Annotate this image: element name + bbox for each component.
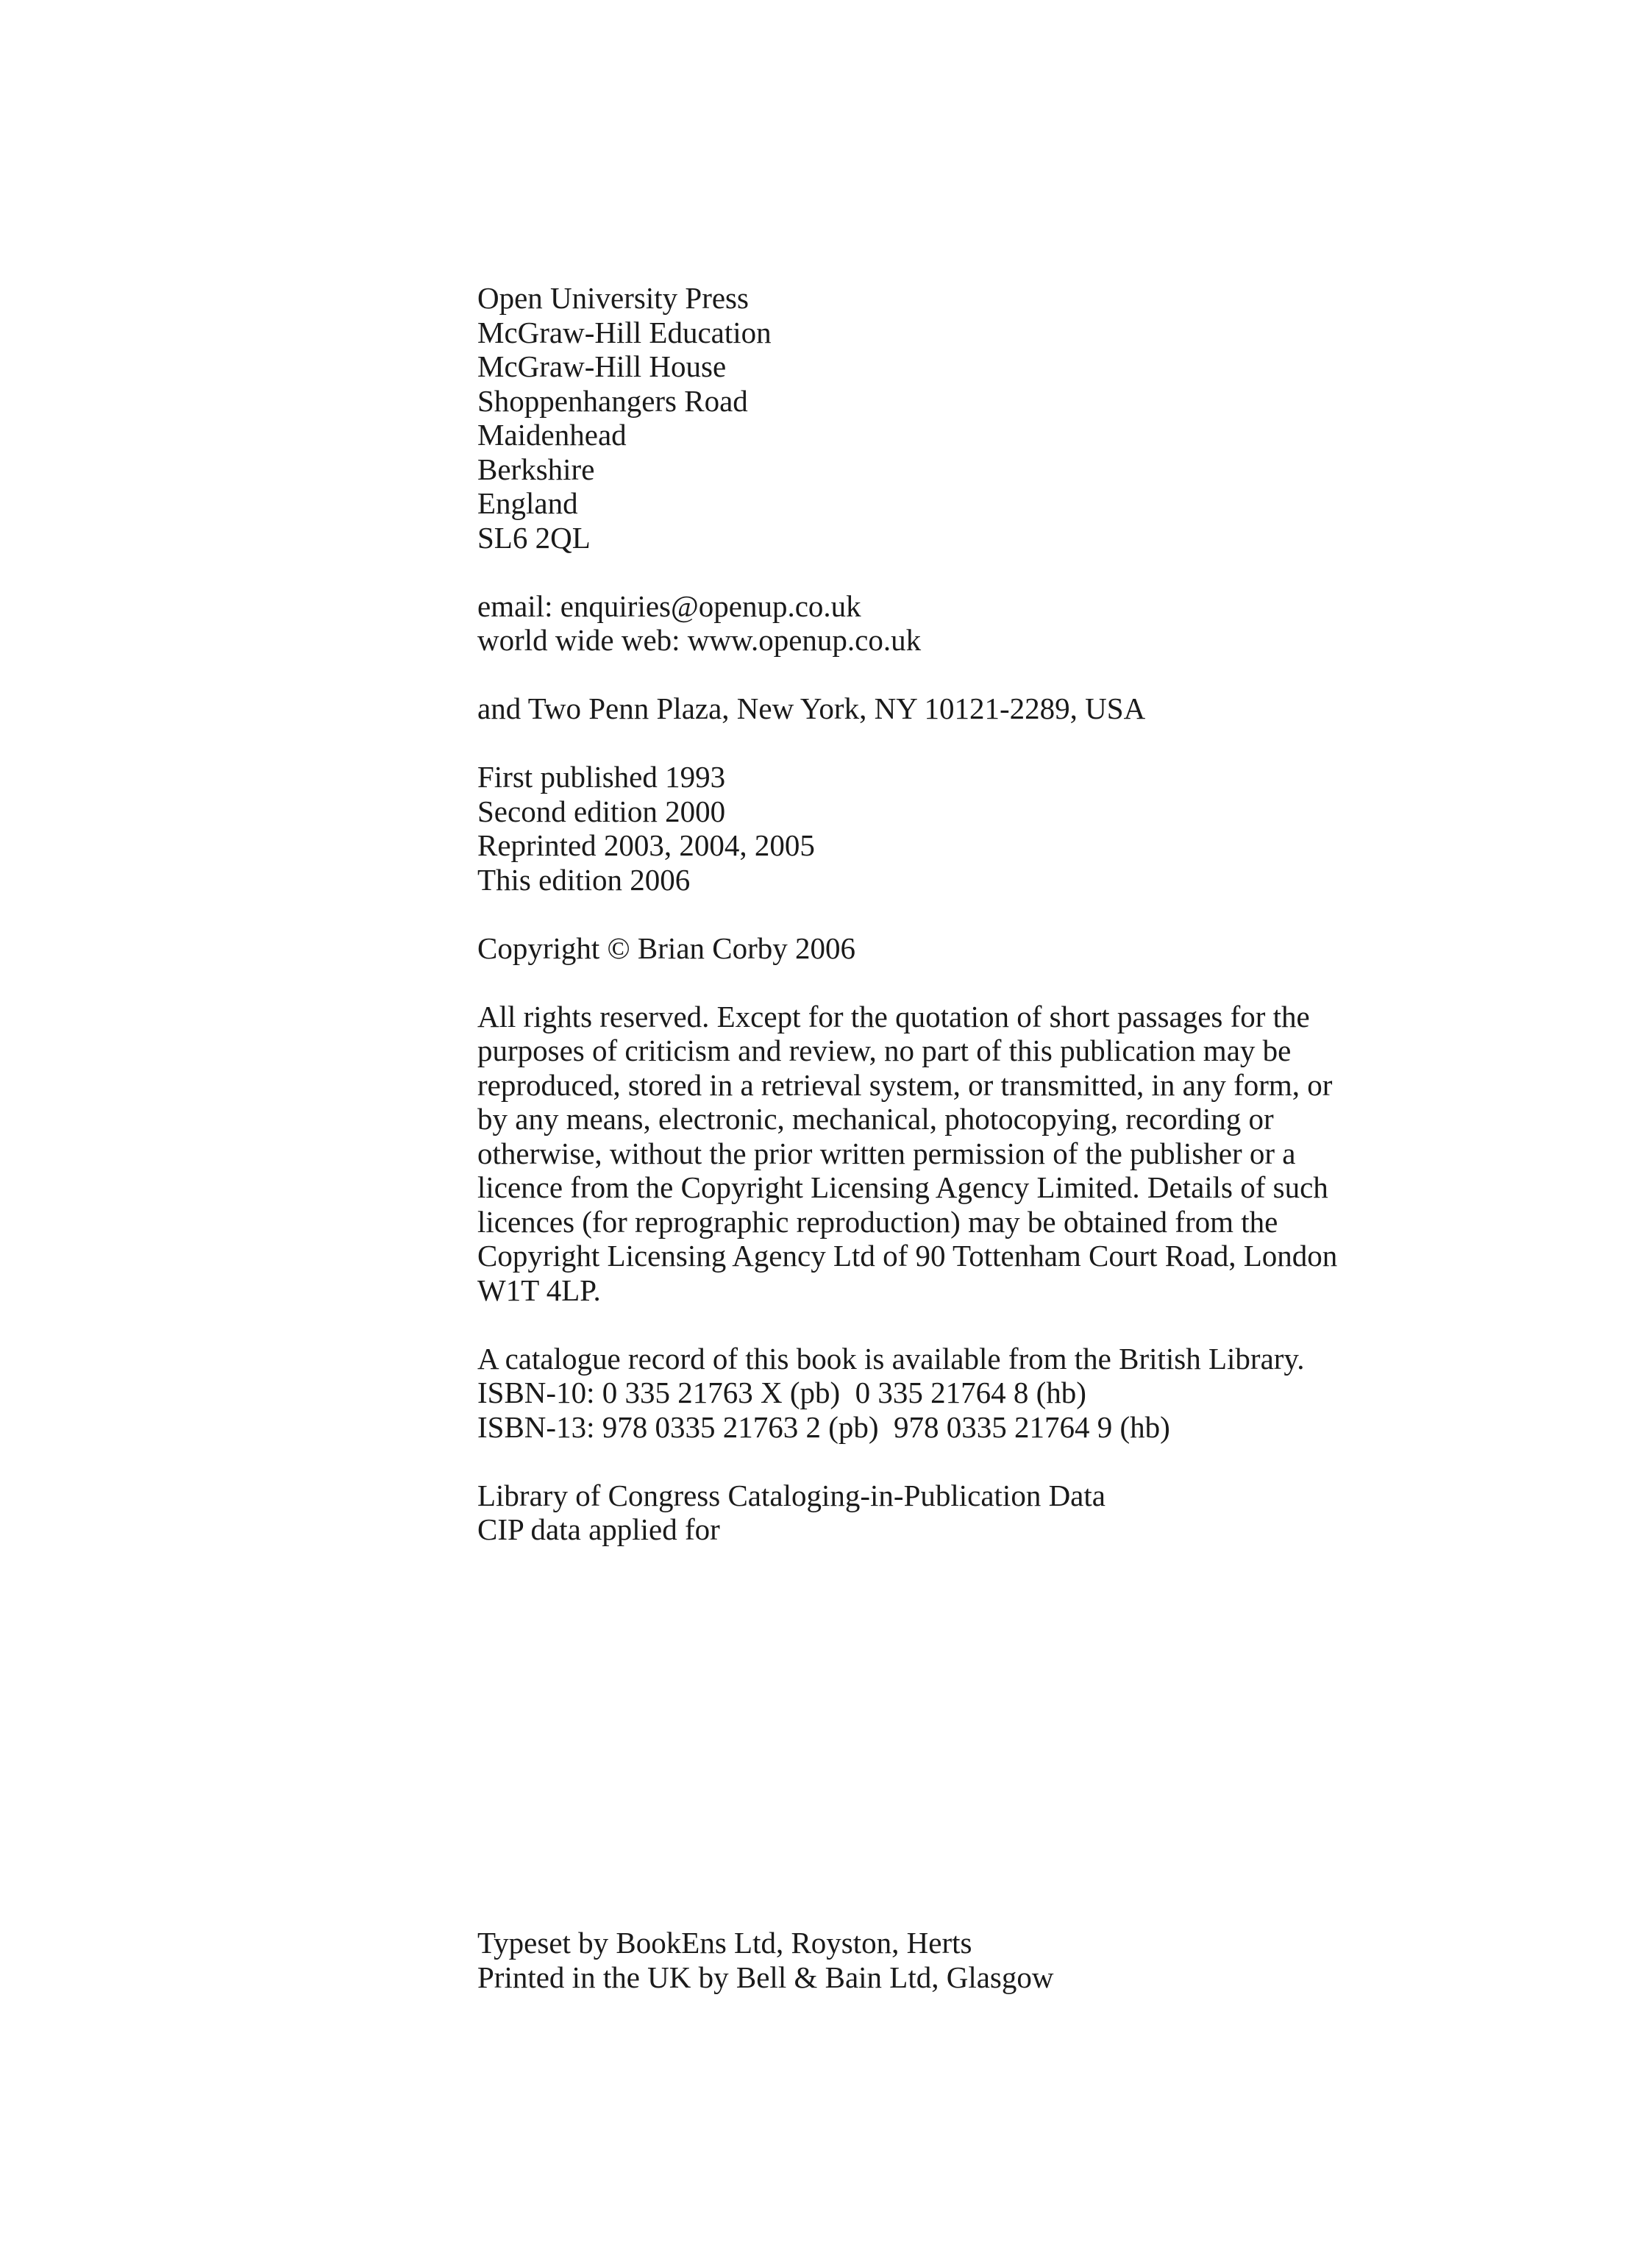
rights-line: Copyright Licensing Agency Ltd of 90 Tottenham Court Road, London	[477, 1239, 1338, 1273]
spacer	[477, 1444, 1463, 1479]
us-address-line: and Two Penn Plaza, New York, NY 10121-2289, USA	[477, 691, 1146, 725]
spacer	[477, 555, 1463, 589]
address-line: Berkshire	[477, 452, 595, 486]
history-line: This edition 2006	[477, 862, 691, 897]
rights-line: by any means, electronic, mechanical, photocopying, recording or	[477, 1102, 1274, 1136]
rights-line: W1T 4LP.	[477, 1273, 601, 1307]
isbn-13-line: ISBN-13: 978 0335 21763 2 (pb) 978 0335 21764 9 (hb)	[477, 1409, 1170, 1444]
publication-history	[477, 760, 1463, 897]
history-line: First published 1993	[477, 760, 726, 794]
rights-line: licences (for reprographic reproduction) may be obtained from the	[477, 1204, 1278, 1239]
production-credits	[477, 1926, 1053, 1994]
spacer	[477, 726, 1463, 761]
spacer	[477, 965, 1463, 1000]
cip-line: Library of Congress Cataloging-in-Publication Data	[477, 1478, 1106, 1512]
catalogue-record	[477, 1342, 1463, 1445]
spacer	[477, 897, 1463, 931]
history-line: Reprinted 2003, 2004, 2005	[477, 828, 815, 862]
web-line: world wide web: www.openup.co.uk	[477, 623, 922, 657]
rights-statement	[477, 1000, 1463, 1308]
publisher-address	[477, 281, 1463, 555]
spacer	[477, 1307, 1463, 1342]
address-line: Maidenhead	[477, 418, 627, 452]
spacer	[477, 658, 1463, 692]
typeset-line: Typeset by BookEns Ltd, Royston, Herts	[477, 1926, 972, 1960]
address-line: McGraw-Hill Education	[477, 315, 772, 349]
rights-line: licence from the Copyright Licensing Agency Limited. Details of such	[477, 1170, 1328, 1204]
contact-info	[477, 589, 1463, 658]
us-address	[477, 691, 1463, 726]
printed-line: Printed in the UK by Bell & Bain Ltd, Glasgow	[477, 1960, 1054, 1994]
cip-line: CIP data applied for	[477, 1512, 720, 1546]
history-line: Second edition 2000	[477, 794, 726, 828]
rights-line: purposes of criticism and review, no part of this publication may be	[477, 1034, 1292, 1067]
address-line: Shoppenhangers Road	[477, 383, 748, 418]
email-line: email: enquiries@openup.co.uk	[477, 588, 861, 623]
catalogue-line: A catalogue record of this book is available from the British Library.	[477, 1341, 1305, 1376]
address-line: England	[477, 486, 578, 520]
isbn-10-line: ISBN-10: 0 335 21763 X (pb) 0 335 21764 8 (hb)	[477, 1376, 1086, 1409]
copyright-line: Copyright © Brian Corby 2006	[477, 931, 856, 965]
copyright-notice	[477, 931, 1463, 966]
copyright-page	[477, 281, 1463, 1547]
postcode: SL6 2QL	[477, 520, 591, 555]
address-line: Open University Press	[477, 281, 749, 315]
rights-line: otherwise, without the prior written permission of the publisher or a	[477, 1136, 1296, 1170]
cip-data	[477, 1479, 1463, 1547]
rights-line: All rights reserved. Except for the quotation of short passages for the	[477, 999, 1310, 1034]
address-line: McGraw-Hill House	[477, 349, 727, 383]
rights-line: reproduced, stored in a retrieval system, or transmitted, in any form, or	[477, 1067, 1333, 1102]
